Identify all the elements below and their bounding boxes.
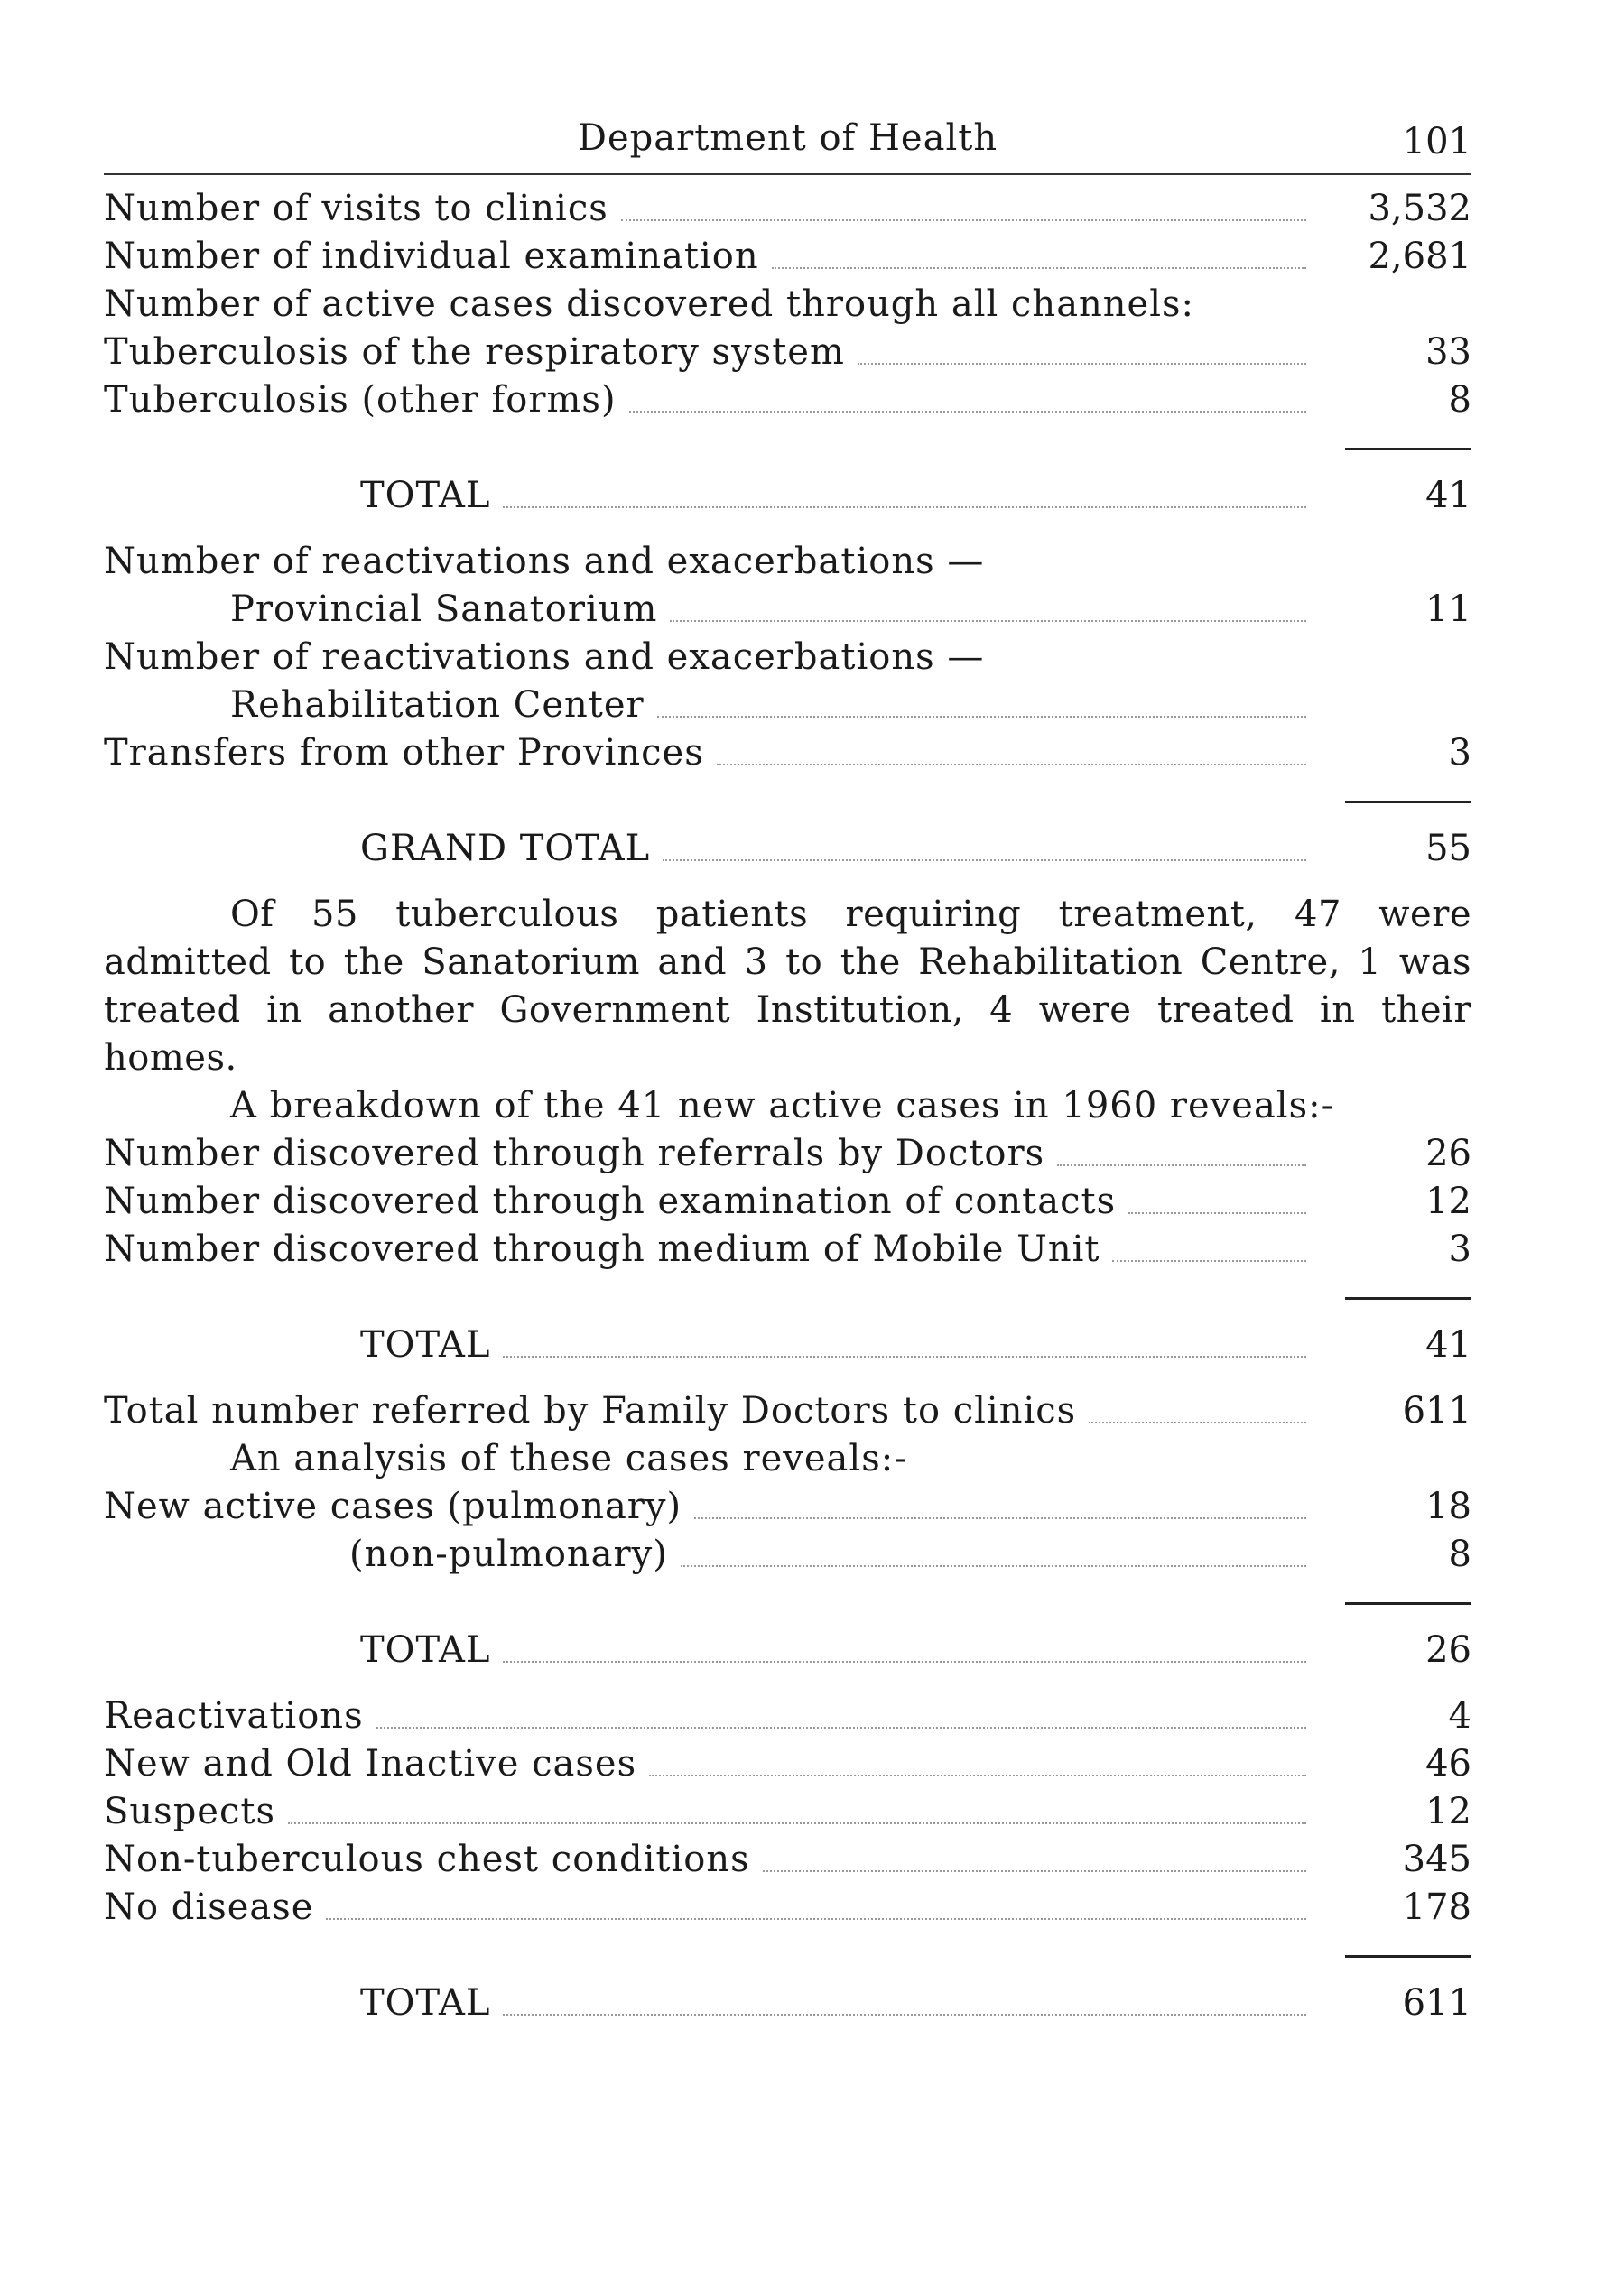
row-label: Tuberculosis of the respiratory system <box>104 331 845 373</box>
row-individual <box>104 233 1471 281</box>
sum-rule <box>1345 448 1471 450</box>
leader-dots <box>772 267 1306 269</box>
row-value: 33 <box>1425 331 1471 373</box>
row-doctors <box>104 1130 1471 1178</box>
leader-dots <box>858 363 1306 365</box>
row-label: No disease <box>104 1887 314 1928</box>
leader-dots <box>503 1661 1306 1663</box>
row-label: Rehabilitation Center <box>230 684 645 726</box>
row-label: New and Old Inactive cases <box>104 1743 637 1785</box>
row-react2 <box>104 682 1471 729</box>
row-other-forms <box>104 376 1471 424</box>
row-non-tb <box>104 1836 1471 1884</box>
row-total-3 <box>104 1321 1471 1369</box>
header-rule <box>104 173 1471 175</box>
row-label: GRAND TOTAL <box>360 828 651 869</box>
row-react2-heading <box>104 634 1471 682</box>
sum-rule <box>1345 801 1471 803</box>
leader-dots <box>649 1775 1306 1776</box>
leader-dots <box>1112 1260 1306 1262</box>
row-label: An analysis of these cases reveals:- <box>230 1438 907 1479</box>
row-value: 3,532 <box>1368 188 1471 229</box>
row-contacts <box>104 1178 1471 1226</box>
page-number: 101 <box>1402 121 1471 162</box>
row-no-disease <box>104 1884 1471 1932</box>
leader-dots <box>681 1565 1306 1567</box>
row-label: A breakdown of the 41 new active cases in 1960 reveals:- <box>230 1085 1335 1127</box>
leader-dots <box>503 1356 1306 1358</box>
row-value: 41 <box>1425 1324 1471 1366</box>
row-value: 46 <box>1425 1743 1471 1785</box>
leader-dots <box>694 1517 1306 1519</box>
sum-rule-row <box>104 777 1471 825</box>
row-label: TOTAL <box>360 1982 491 2024</box>
row-label: (non-pulmonary) <box>349 1534 668 1575</box>
leader-dots <box>1089 1422 1306 1423</box>
row-active-heading <box>104 281 1471 329</box>
row-value: 18 <box>1425 1486 1471 1527</box>
row-label: Number of active cases discovered through all channels: <box>104 283 1195 325</box>
row-value: 11 <box>1425 589 1471 630</box>
sum-rule <box>1345 1602 1471 1605</box>
row-label: Total number referred by Family Doctors to clinics <box>104 1390 1077 1432</box>
row-label: Suspects <box>104 1791 275 1832</box>
row-label: Number discovered through examination of contacts <box>104 1181 1117 1222</box>
row-value: 2,681 <box>1368 236 1471 277</box>
row-total-1 <box>104 472 1471 520</box>
spacer <box>104 520 1471 538</box>
row-transfers <box>104 729 1471 777</box>
row-label: Number discovered through referrals by Doctors <box>104 1133 1045 1174</box>
leader-dots <box>717 764 1306 765</box>
row-non-pulmonary <box>104 1531 1471 1579</box>
row-value: 12 <box>1425 1181 1471 1222</box>
row-referred <box>104 1387 1471 1435</box>
row-total-5 <box>104 1980 1471 2027</box>
row-respiratory <box>104 329 1471 376</box>
row-value: 4 <box>1448 1695 1471 1737</box>
row-label: TOTAL <box>360 1324 491 1366</box>
leader-dots <box>629 411 1306 413</box>
row-value: 178 <box>1402 1887 1471 1928</box>
row-react1-heading <box>104 538 1471 586</box>
row-value: 611 <box>1402 1390 1471 1432</box>
leader-dots <box>503 2014 1306 2016</box>
leader-dots <box>1057 1164 1306 1166</box>
row-value: 41 <box>1425 475 1471 516</box>
leader-dots <box>663 859 1306 861</box>
leader-dots <box>657 716 1306 718</box>
row-label: Transfers from other Provinces <box>104 732 704 774</box>
leader-dots <box>670 620 1306 622</box>
row-pulmonary <box>104 1483 1471 1531</box>
row-breakdown-intro <box>104 1082 1471 1130</box>
row-visits <box>104 185 1471 233</box>
page-header <box>104 108 1471 172</box>
row-label: Number of reactivations and exacerbations — <box>104 636 985 678</box>
spacer <box>104 873 1471 891</box>
row-grand-total <box>104 825 1471 873</box>
page-content <box>104 185 1471 2027</box>
row-value: 3 <box>1448 732 1471 774</box>
page-title: Department of Health <box>577 117 998 159</box>
sum-rule-row <box>104 1274 1471 1321</box>
row-value: 345 <box>1402 1839 1471 1880</box>
sum-rule-row <box>104 1932 1471 1980</box>
row-value: 8 <box>1448 1534 1471 1575</box>
row-label: TOTAL <box>360 1629 491 1671</box>
row-value: 55 <box>1425 828 1471 869</box>
leader-dots <box>376 1727 1306 1729</box>
sum-rule <box>1345 1955 1471 1958</box>
row-label: Number of visits to clinics <box>104 188 608 229</box>
leader-dots <box>621 219 1306 221</box>
row-label: TOTAL <box>360 475 491 516</box>
row-value: 26 <box>1425 1629 1471 1671</box>
leader-dots <box>1128 1212 1306 1214</box>
row-value: 611 <box>1402 1982 1471 2024</box>
spacer <box>104 1674 1471 1692</box>
row-mobile <box>104 1226 1471 1274</box>
leader-dots <box>288 1822 1306 1824</box>
row-reactivations <box>104 1692 1471 1740</box>
leader-dots <box>503 506 1306 508</box>
leader-dots <box>326 1918 1306 1920</box>
sum-rule-row <box>104 1579 1471 1627</box>
row-value: 8 <box>1448 379 1471 421</box>
row-value: 12 <box>1425 1791 1471 1832</box>
row-react1 <box>104 586 1471 634</box>
sum-rule <box>1345 1297 1471 1300</box>
row-label: Number discovered through medium of Mobile Unit <box>104 1229 1100 1270</box>
leader-dots <box>763 1870 1306 1872</box>
row-label: Tuberculosis (other forms) <box>104 379 617 421</box>
treatment-paragraph: Of 55 tuberculous patients requiring treatment, 47 were admitted to the Sanatorium and 3 to the Rehabilitation Centre, 1 was treated in another Government Institution, 4 were treated in their homes. <box>104 894 1471 1079</box>
row-label: Number of reactivations and exacerbations — <box>104 541 985 582</box>
row-value: 26 <box>1425 1133 1471 1174</box>
sum-rule-row <box>104 424 1471 472</box>
row-label: Non-tuberculous chest conditions <box>104 1839 750 1880</box>
row-suspects <box>104 1788 1471 1836</box>
spacer <box>104 1369 1471 1387</box>
row-label: Reactivations <box>104 1695 364 1737</box>
row-analysis-intro <box>104 1435 1471 1483</box>
row-label: New active cases (pulmonary) <box>104 1486 682 1527</box>
row-value: 3 <box>1448 1229 1471 1270</box>
row-label: Number of individual examination <box>104 236 759 277</box>
row-label: Provincial Sanatorium <box>230 589 658 630</box>
row-total-4 <box>104 1627 1471 1674</box>
row-inactive <box>104 1740 1471 1788</box>
